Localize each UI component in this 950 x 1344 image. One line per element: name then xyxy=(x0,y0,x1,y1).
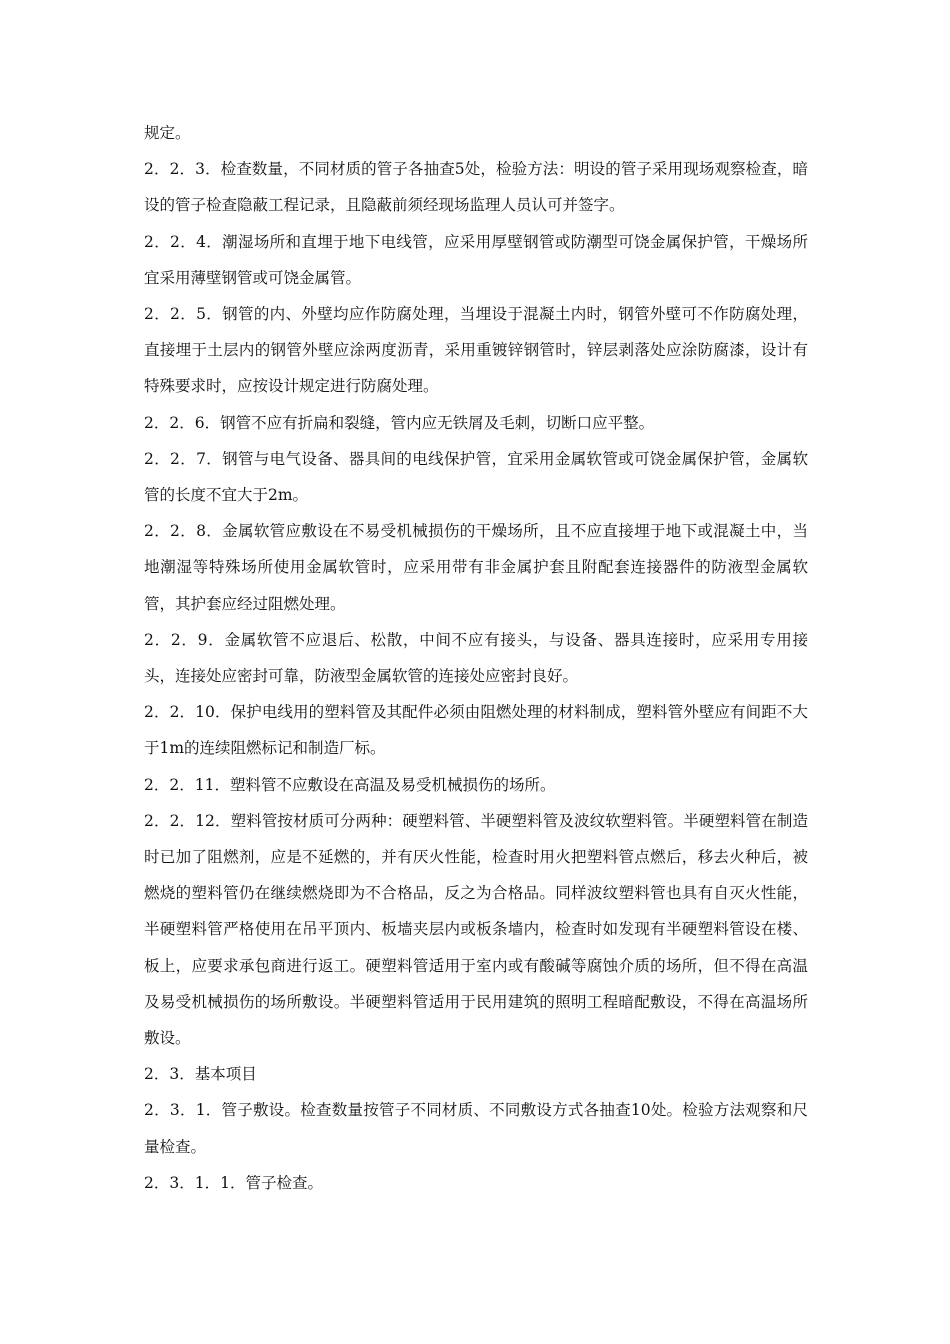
paragraph-2-2-9: 2．2．9．金属软管不应退后、松散，中间不应有接头，与设备、器具连接时，应采用专用接头，连接处应密封可靠，防液型金属软管的连接处应密封良好。 xyxy=(144,630,808,686)
document-body xyxy=(144,115,808,1201)
paragraph-2-2-4: 2．2．4．潮湿场所和直埋于地下电线管，应采用厚壁钢管或防潮型可饶金属保护管，干燥场所宜采用薄壁钢管或可饶金属管。 xyxy=(144,232,808,287)
paragraph-2-3-1-1: 2．3．1．1．管子检查。 xyxy=(144,1173,323,1192)
paragraph-2-2-10: 2．2．10．保护电线用的塑料管及其配件必须由阻燃处理的材料制成，塑料管外壁应有间距不大于1m的连续阻燃标记和制造厂标。 xyxy=(144,703,808,758)
paragraph-2-2-11: 2．2．11．塑料管不应敷设在高温及易受机械损伤的场所。 xyxy=(144,775,556,794)
paragraph-2-2-12: 2．2．12．塑料管按材质可分两种：硬塑料管、半硬塑料管及波纹软塑料管。半硬塑料管在制造时已加了阻燃剂，应是不延燃的，并有厌火性能，检查时用火把塑料管点燃后，移去火种后，被燃烧的塑料管仍在继续燃烧即为不合格品，反之为合格品。同样波纹塑料管也具有自灭火性能，半硬塑料管严格使用在吊平顶内、板墙夹层内或板条墙内，检查时如发现有半硬塑料管设在楼、板上，应要求承包商进行返工。硬塑料管适用于室内或有酸碱等腐蚀介质的场所，但不得在高温及易受机械损伤的场所敷设。半硬塑料管适用于民用建筑的照明工程暗配敷设，不得在高温场所敷设。 xyxy=(144,811,808,1048)
paragraph-2-2-7: 2．2．7．钢管与电气设备、器具间的电线保护管，宜采用金属软管或可饶金属保护管，金属软管的长度不宜大于2m。 xyxy=(144,449,808,505)
paragraph-2-2-5: 2．2．5．钢管的内、外壁均应作防腐处理，当埋设于混凝土内时，钢管外壁可不作防腐处理，直接埋于土层内的钢管外壁应涂两度沥青，采用重镀锌钢管时，锌层剥落处应涂防腐漆，设计有特殊要求时，应按设计规定进行防腐处理。 xyxy=(144,305,808,396)
paragraph-intro-fragment: 规定。 xyxy=(144,124,191,142)
paragraph-2-2-3: 2．2．3．检查数量，不同材质的管子各抽查5处，检验方法：明设的管子采用现场观察检查，暗设的管子检查隐蔽工程记录，且隐蔽前须经现场监理人员认可并签字。 xyxy=(144,160,808,215)
section-heading-2-3: 2．3．基本项目 xyxy=(144,1065,257,1084)
paragraph-2-3-1: 2．3．1．管子敷设。检查数量按管子不同材质、不同敷设方式各抽查10处。检验方法观察和尺量检查。 xyxy=(144,1101,808,1156)
paragraph-2-2-8: 2．2．8．金属软管应敷设在不易受机械损伤的干燥场所，且不应直接埋于地下或混凝土中，当地潮湿等特殊场所使用金属软管时，应采用带有非金属护套且附配套连接器件的防液型金属软管，其护套应经过阻燃处理。 xyxy=(144,522,808,613)
paragraph-2-2-6: 2．2．6．钢管不应有折扁和裂缝，管内应无铁屑及毛刺，切断口应平整。 xyxy=(144,413,655,432)
